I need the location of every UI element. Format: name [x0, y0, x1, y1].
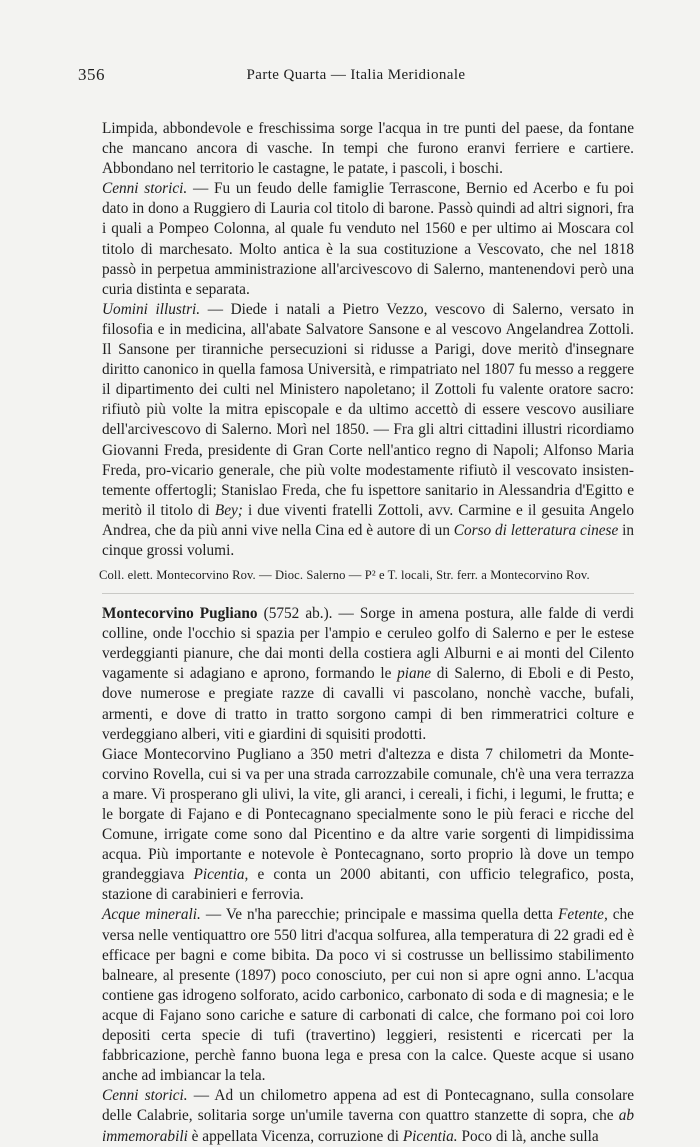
geography-text-b: e conta un 2000 abitanti, con ufficio telegrafico, posta, stazione di carabinieri e ferrovia.	[102, 866, 634, 904]
latin-phrase: ab immemorabili	[102, 1107, 634, 1145]
entry-title: Montecorvino Pugliano	[102, 605, 258, 623]
section-divider	[102, 593, 634, 594]
mineral-heading: Acque minerali.	[102, 906, 201, 924]
illustrious-text-a: — Diede i natali a Pietro Vezzo, vescovo di Salerno, versato in filosofia e in medicina, all'abate Salvatore Sansone e al vescovo Angelandrea Zottoli. Il Sansone per tiranniche persecuzioni si ridusse a Parigi, dove meritò d'insegnare diritto canonico in quella famosa Università, e rimpatriato nel 1807 fu messo a reggere il dipartimento dei culti nel Ministero napoletano; il Zottoli fu valente oratore sacro: rifiutò più volte la mitra episcopale e da ultimo accettò di essere vescovo ausiliare dell'arcivescovo di Salerno. Morì nel 1850. — Fra gli altri cittadini illustri ricordiamo Giovanni Freda, presidente di Gran Corte nell'antico regno di Napoli; Alfonso Maria Freda, pro-vicario generale, che più volte modestamente rifiutò il vescovato insistentemente offertogli; Stanislao Freda, che fu ispettore sanitario in Alessandria d'Egitto e meritò il titolo di	[102, 300, 634, 519]
paragraph-geography	[102, 745, 634, 906]
history-text: — Fu un feudo delle famiglie Terrascone, Bernio ed Acerbo e fu poi dato in dono a Ruggiero di Lauria col titolo di barone. Passò quindi ad altri signori, fra i quali a Pompeo Colonna, al quale fu venduto nel 1560 e per ultimo ai Moscara col titolo di marchesato. Molto antica è la sua costituzione a Vescovato, che nel 1818 passò in perpetua amministrazione all'arcivescovo di Salerno, mantenendovi però una curia distinta e separata.	[102, 180, 634, 298]
intro-text-b: di Salerno, di Eboli e di Pesto, dove numerose e pregiate razze di cavalli vi pascolano, nonchè vacche, bufali, armenti, e dove di tratto in tratto sorgono campi di ben rimmeratrici colture e verdeggiano alberi, viti e giardini di squisiti prodotti.	[102, 665, 634, 743]
history2-heading: Cenni storici.	[102, 1087, 188, 1105]
intro-text-a: (5752 ab.). — Sorge in amena postura, alle falde di verdi colline, onde l'occhio si spazia per l'ampio e ceruleo golfo di Salerno e per le estese verdeggianti pianure, che dai monti della costiera agli Alburni e ai monti del Cilento vagamente si adagiano e aprono, formando le	[102, 605, 635, 683]
book-title: Corso di letteratura cinese	[453, 521, 619, 539]
piane-term: piane	[397, 665, 432, 683]
history2-text-c: Poco di là, anche sulla	[457, 1127, 599, 1145]
history-heading: Cenni storici.	[102, 180, 188, 198]
illustrious-text-c: in cinque grossi volumi.	[102, 521, 634, 559]
paragraph-illustrious-men	[102, 300, 634, 561]
geography-text-a: Giace Montecorvino Pugliano a 350 metri d'altezza e dista 7 chilometri da Montecorvino Rovella, cui si va per una strada carrozzabile comunale, ch'è una vera terrazza a mare. Vi prosperano gli ulivi, la vite, gli aranci, i cereali, i fichi, i legumi, le frutta; e le borgate di Fajano e di Pontecagnano specialmente sono le più feraci e ricche del Comune, irrigate come sono dal Picentino e da altre varie sorgenti di limpidissima acqua. Più importante e notevole è Pontecagnano, sorto proprio là dove un tempo grandeggiava	[102, 745, 634, 884]
paragraph-mineral-waters	[102, 905, 634, 1086]
paragraph-history-2	[102, 1086, 634, 1146]
page-number: 356	[78, 65, 105, 84]
paragraph-water: Limpida, abbondevole e freschissima sorge l'acqua in tre punti del paese, da fontane che mancano ancora di vasche. In tempi che furono eranvi ferriere e cartiere. Abbondano nel territorio le castagne, le patate, i pascoli, i boschi.	[102, 120, 634, 178]
mineral-text-a: — Ve n'ha parecchie; principale e massima quella detta	[200, 906, 559, 924]
picentia-term-2: Picentia.	[402, 1127, 458, 1145]
fetente-term: Fetente,	[558, 906, 608, 924]
paragraph-montecorvino-intro	[102, 604, 634, 745]
mineral-text-b: che versa nelle ventiquattro ore 550 litri d'acqua solfurea, alla temperatura di 22 gradi ed è efficace per bagni e come bibita. Da poco vi si costrusse un bellissimo stabilimento balneare, al presente (1897) poco conosciuto, per cui non si apre ogni anno. L'acqua contiene gas idrogeno solforato, acido carbonico, carbonato di soda e di magnesia; e le acque di Fajano sono cariche e sature di carbonati di calce, che formano poi coi loro depositi certa specie di tufi (travertino) leggieri, resistenti e ricercati per la fabbricazione, perchè fanno buona lega e presa con la calce. Queste acque si usano anche ad imbiancar la tela.	[102, 906, 634, 1085]
page-body	[99, 119, 635, 1147]
history2-text-b: è appellata Vicenza, corruzione di	[187, 1127, 403, 1145]
page-header	[78, 64, 634, 86]
illustrious-text-b: i due viventi fratelli Zottoli, avv. Carmine e il gesuita Angelo Andrea, che da più anni vive nella Cina ed è autore di un	[102, 501, 634, 539]
picentia-term: Picentia,	[193, 866, 249, 884]
admin-note: Coll. elett. Montecorvino Rov. — Dioc. Salerno — P² e T. locali, Str. ferr. a Montecorvino Rov.	[99, 568, 590, 583]
running-title: Parte Quarta — Italia Meridionale	[246, 67, 466, 83]
paragraph-history	[102, 179, 634, 300]
illustrious-heading: Uomini illustri.	[102, 300, 201, 318]
history2-text-a: — Ad un chilometro appena ad est di Pontecagnano, sulla consolare delle Calabrie, solitaria sorge un'umile taverna con quattro stanzette di sopra, che	[102, 1087, 634, 1125]
bey-title: Bey;	[214, 501, 243, 519]
